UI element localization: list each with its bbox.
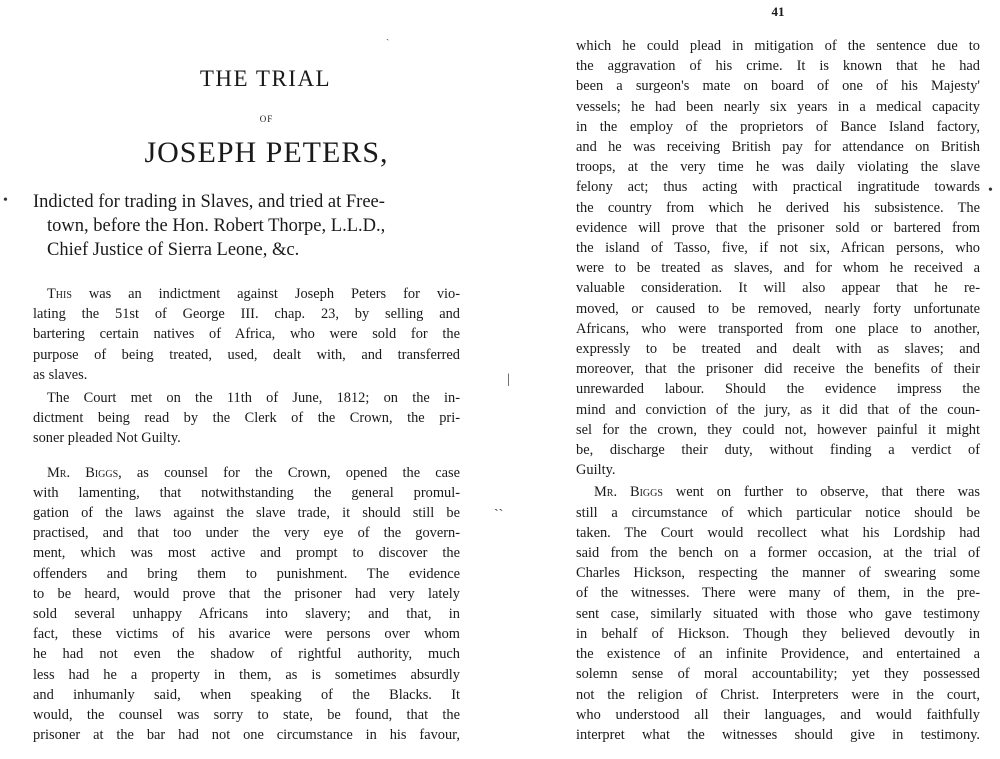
lead-word: Mr. Biggs,	[47, 464, 122, 481]
scan-speck: •	[988, 183, 993, 198]
text-line: prisoner at the bar had not one circumstance in his favour,	[33, 727, 460, 744]
text-line	[576, 482, 980, 502]
defendant-name: JOSEPH PETERS,	[144, 136, 389, 169]
text-line: taken. The Court would recollect what his Lordship had	[576, 524, 980, 541]
text-line: less had he a property in them, as is sometimes absurdly	[33, 666, 460, 683]
text-line: would, the counsel was sorry to state, be found, that the	[33, 707, 460, 724]
text-line: been a surgeon's mate on board of one of his Majesty'	[576, 78, 980, 95]
text-line: vessels; he had been nearly six years in a medical capacity	[576, 98, 980, 115]
paragraph-counsel	[33, 463, 460, 746]
scan-speck: ˎˏ	[494, 497, 504, 512]
lead-word: This	[47, 286, 72, 302]
paragraph-indictment	[33, 284, 460, 385]
paragraph-further	[576, 482, 980, 745]
lead-word: Mr. Biggs	[594, 484, 663, 501]
text-line: The Court met on the 11th of June, 1812; on the in-	[47, 390, 460, 407]
text-line: troops, at the very time he was daily violating the slave	[576, 159, 980, 176]
text-fragment: went on further to observe, that there was	[662, 484, 980, 501]
subtitle-line: town, before the Hon. Robert Thorpe, L.L.D.,	[47, 216, 386, 236]
text-line: soner pleaded Not Guilty.	[33, 430, 181, 447]
paragraph-continuation	[576, 36, 980, 480]
text-line: to be heard, would prove that the prisoner had very lately	[33, 585, 460, 602]
text-line: as slaves.	[33, 366, 88, 383]
text-line: which he could plead in mitigation of the sentence due to	[576, 38, 980, 54]
text-line: solemn sense of moral accountability; yet they possessed	[576, 666, 980, 683]
text-line: offenders and bring them to punishment. The evidence	[33, 565, 460, 582]
text-line: sent case, similarly situated with those who gave testimony	[576, 605, 980, 622]
text-line: interpret what the witnesses should give in testimony.	[576, 726, 980, 743]
text-line: the aggravation of his crime. It is known that he had	[576, 58, 980, 75]
subtitle-line: Indicted for trading in Slaves, and tried at Free-	[33, 192, 385, 212]
text-line: unrewarded labour. Should the evidence impress the	[576, 381, 980, 398]
text-line: evidence will prove that the prisoner sold or bartered from	[576, 219, 980, 236]
text-line: valuable consideration. It will also appear that he re-	[576, 280, 980, 297]
text-line: expressly to be treated and dealt with as slaves; and	[576, 341, 980, 358]
text-line: not the religion of Christ. Interpreters were in the court,	[576, 686, 980, 703]
text-fragment: was an indictment against Joseph Peters for vio-	[71, 286, 460, 302]
text-line: in the employ of the proprietors of Bance Island factory,	[576, 118, 980, 135]
text-line: sel for the crown, they could not, however painful it might	[576, 421, 980, 438]
text-line: still a circumstance of which particular notice should be	[576, 504, 980, 521]
text-line: the island of Tasso, five, if not six, African persons, who	[576, 240, 980, 257]
text-line	[33, 284, 460, 304]
text-line: moved, or caused to be removed, nearly forty unfortunate	[576, 300, 980, 317]
text-line: of the witnesses. There were many of them, in the pre-	[576, 585, 980, 602]
text-line: and he was receiving British pay for attendance on British	[576, 139, 980, 156]
text-line: the existence of an infinite Providence, and entertained a	[576, 646, 980, 663]
text-line: gation of the laws against the slave trade, it should still be	[33, 505, 460, 522]
text-line: purpose of being treated, used, dealt with, and transferred	[33, 346, 460, 363]
text-line: moreover, that the prisoner did receive the benefits of their	[576, 361, 980, 378]
text-line: practised, and that too under the very eye of the govern-	[33, 525, 460, 542]
text-line: fact, these victims of his avarice were persons over whom	[33, 626, 460, 643]
text-line	[33, 463, 460, 483]
text-line: bartering certain natives of Africa, who were sold for the	[33, 326, 460, 343]
text-line: Guilty.	[576, 462, 616, 479]
text-line: with lamenting, that notwithstanding the general promul-	[33, 484, 460, 501]
text-line: Africans, who were transported from one place to another,	[576, 320, 980, 337]
scan-speck: •	[3, 193, 8, 208]
indictment-subtitle	[33, 190, 460, 262]
text-line: felony act; thus acting with practical ingratitude towards	[576, 179, 980, 196]
text-line: ment, which was most active and prompt to discover the	[33, 545, 460, 562]
text-line: and inhumanly said, when speaking of the Blacks. It	[33, 686, 460, 703]
page-number: 41	[771, 4, 785, 19]
text-line: the country from which he derived his subsistence. The	[576, 199, 980, 216]
text-line: in behalf of Hickson. Though they believed devoutly in	[576, 625, 980, 642]
of-word: OF	[259, 114, 274, 124]
text-line: mind and conviction of the jury, as it did that of the coun-	[576, 401, 980, 418]
scan-speck: |	[507, 372, 510, 387]
text-line: dictment being read by the Clerk of the Crown, the pri-	[33, 410, 460, 427]
text-line: Charles Hickson, respecting the manner of swearing some	[576, 565, 980, 582]
text-line: be, discharge their duty, without finding a verdict of	[576, 442, 980, 459]
text-line: he had not even the shadow of rightful authority, much	[33, 646, 460, 663]
text-line: sold several unhappy Africans into slavery; and that, in	[33, 606, 460, 623]
text-line: said from the bench on a former occasion, at the trial of	[576, 545, 980, 562]
right-page	[500, 0, 1000, 759]
text-line: lating the 51st of George III. chap. 23, by selling and	[33, 306, 460, 323]
subtitle-line: Chief Justice of Sierra Leone, &c.	[47, 240, 300, 260]
text-line: who understood all their languages, and would faithfully	[576, 706, 980, 723]
trial-title: THE TRIAL	[199, 66, 332, 91]
text-fragment: as counsel for the Crown, opened the case	[121, 464, 460, 481]
paragraph-court	[33, 388, 460, 449]
text-line: were to be treated as slaves, and for whom he received a	[576, 260, 980, 277]
scan-speck: ˏ	[386, 30, 390, 41]
